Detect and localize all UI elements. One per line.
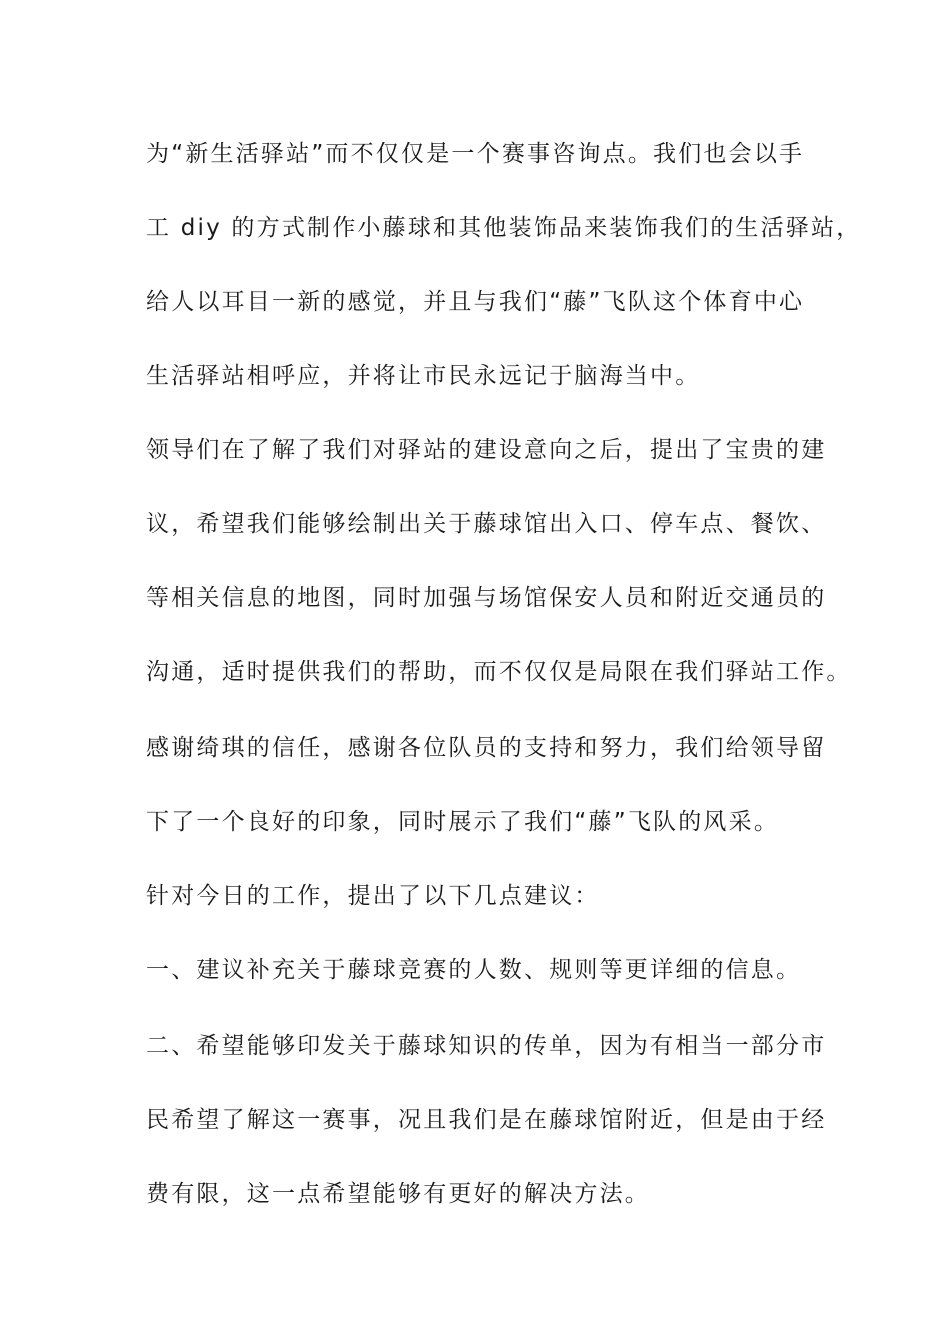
text-line: 下了一个良好的印象，同时展示了我们“藤”飞队的风采。 bbox=[146, 809, 780, 835]
paragraph-start-line: 领导们在了解了我们对驿站的建设意向之后，提出了宝贵的建 bbox=[146, 437, 827, 463]
suggestion-item-2: 二、希望能够印发关于藤球知识的传单，因为有相当一部分市 bbox=[146, 1033, 827, 1059]
text-line: 工 diy 的方式制作小藤球和其他装饰品来装饰我们的生活驿站， bbox=[146, 215, 862, 241]
text-line: 给人以耳目一新的感觉，并且与我们“藤”飞队这个体育中心 bbox=[146, 289, 805, 315]
text-line: 生活驿站相呼应，并将让市民永远记于脑海当中。 bbox=[146, 363, 701, 389]
text-line: 沟通，适时提供我们的帮助，而不仅仅是局限在我们驿站工作。 bbox=[146, 659, 852, 685]
suggestion-item-1: 一、建议补充关于藤球竞赛的人数、规则等更详细的信息。 bbox=[146, 957, 802, 983]
text-line: 为“新生活驿站”而不仅仅是一个赛事咨询点。我们也会以手 bbox=[146, 141, 805, 167]
text-line: 议，希望我们能够绘制出关于藤球馆出入口、停车点、餐饮、 bbox=[146, 511, 827, 537]
paragraph-start-line: 针对今日的工作，提出了以下几点建议： bbox=[146, 883, 600, 909]
text-line: 民希望了解这一赛事，况且我们是在藤球馆附近，但是由于经 bbox=[146, 1107, 827, 1133]
text-line: 等相关信息的地图，同时加强与场馆保安人员和附近交通员的 bbox=[146, 585, 827, 611]
text-line: 费有限，这一点希望能够有更好的解决方法。 bbox=[146, 1181, 650, 1207]
paragraph-start-line: 感谢绮琪的信任，感谢各位队员的支持和努力，我们给领导留 bbox=[146, 735, 827, 761]
